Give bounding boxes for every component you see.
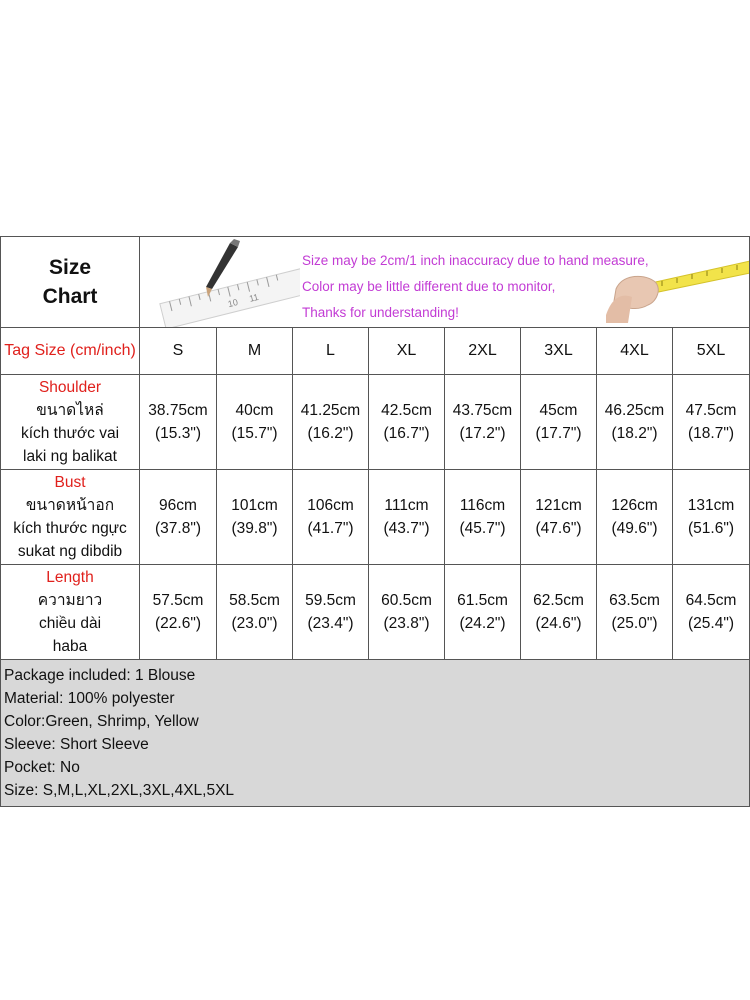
banner-note-color: Color may be little different due to monitor, [302, 279, 556, 294]
measurement-cell: 96cm (37.8") [140, 470, 217, 565]
shoulder-row [1, 375, 750, 470]
measurement-cell: 41.25cm (16.2") [293, 375, 369, 470]
measurement-cell: 59.5cm (23.4") [293, 565, 369, 660]
info-sleeve: Sleeve: Short Sleeve [4, 736, 149, 753]
measurement-cell: 47.5cm (18.7") [673, 375, 750, 470]
info-package: Package included: 1 Blouse [4, 667, 196, 684]
measurement-cell: 101cm (39.8") [217, 470, 293, 565]
size-header-cell: M [217, 328, 293, 375]
bust-row [1, 470, 750, 565]
label-en: Length [46, 569, 94, 586]
measurement-cell: 126cm (49.6") [597, 470, 673, 565]
title-line-2: Chart [42, 285, 98, 308]
label-vi: kích thước ngực [13, 520, 127, 537]
title-line-1: Size [48, 256, 92, 279]
measurement-cell: 42.5cm (16.7") [369, 375, 445, 470]
measurement-cell: 60.5cm (23.8") [369, 565, 445, 660]
label-en: Bust [54, 474, 86, 491]
measurement-cell: 57.5cm (22.6") [140, 565, 217, 660]
label-th: ความยาว [37, 592, 103, 609]
measurement-cell: 111cm (43.7") [369, 470, 445, 565]
size-header-cell: L [293, 328, 369, 375]
banner [140, 237, 750, 328]
measurement-cell: 121cm (47.6") [521, 470, 597, 565]
tag-size-label: Tag Size (cm/inch) [1, 328, 140, 375]
banner-note-thanks: Thanks for understanding! [302, 305, 459, 320]
measurement-cell: 61.5cm (24.2") [445, 565, 521, 660]
ruler-pencil-icon [140, 237, 300, 327]
measuring-tape-hand-icon [602, 237, 750, 327]
banner-note-inaccuracy: Size may be 2cm/1 inch inaccuracy due to hand measure, [302, 253, 649, 268]
measurement-cell: 45cm (17.7") [521, 375, 597, 470]
label-en: Shoulder [38, 379, 102, 396]
label-tl: laki ng balikat [23, 448, 117, 465]
length-row [1, 565, 750, 660]
label-tl: sukat ng dibdib [17, 543, 123, 560]
measurement-cell: 62.5cm (24.6") [521, 565, 597, 660]
size-header-row [1, 328, 750, 375]
measurement-cell: 116cm (45.7") [445, 470, 521, 565]
banner-row [1, 237, 750, 328]
measurement-cell: 131cm (51.6") [673, 470, 750, 565]
size-header-cell: 3XL [521, 328, 597, 375]
size-header-cell: XL [369, 328, 445, 375]
size-header-cell: S [140, 328, 217, 375]
measurement-cell: 46.25cm (18.2") [597, 375, 673, 470]
svg-text:10: 10 [226, 297, 239, 310]
info-row [1, 660, 750, 807]
label-tl: haba [52, 638, 88, 655]
size-chart-title [1, 237, 140, 328]
measurement-cell: 43.75cm (17.2") [445, 375, 521, 470]
svg-text:11: 11 [248, 291, 260, 304]
size-chart-table [0, 236, 750, 807]
bust-label [1, 470, 140, 565]
measurement-cell: 38.75cm (15.3") [140, 375, 217, 470]
label-th: ขนาดไหล่ [36, 402, 104, 419]
product-info [1, 660, 750, 807]
info-color: Color:Green, Shrimp, Yellow [4, 713, 199, 730]
measurement-cell: 106cm (41.7") [293, 470, 369, 565]
label-th: ขนาดหน้าอก [25, 497, 115, 514]
size-header-cell: 5XL [673, 328, 750, 375]
size-header-cell: 4XL [597, 328, 673, 375]
shoulder-label [1, 375, 140, 470]
size-header-cell: 2XL [445, 328, 521, 375]
length-label [1, 565, 140, 660]
label-vi: kích thước vai [20, 425, 120, 442]
measurement-cell: 58.5cm (23.0") [217, 565, 293, 660]
info-size: Size: S,M,L,XL,2XL,3XL,4XL,5XL [4, 782, 235, 799]
measurement-cell: 63.5cm (25.0") [597, 565, 673, 660]
measurement-cell: 40cm (15.7") [217, 375, 293, 470]
label-vi: chiều dài [38, 615, 102, 632]
info-material: Material: 100% polyester [4, 690, 175, 707]
measurement-cell: 64.5cm (25.4") [673, 565, 750, 660]
info-pocket: Pocket: No [4, 759, 80, 776]
